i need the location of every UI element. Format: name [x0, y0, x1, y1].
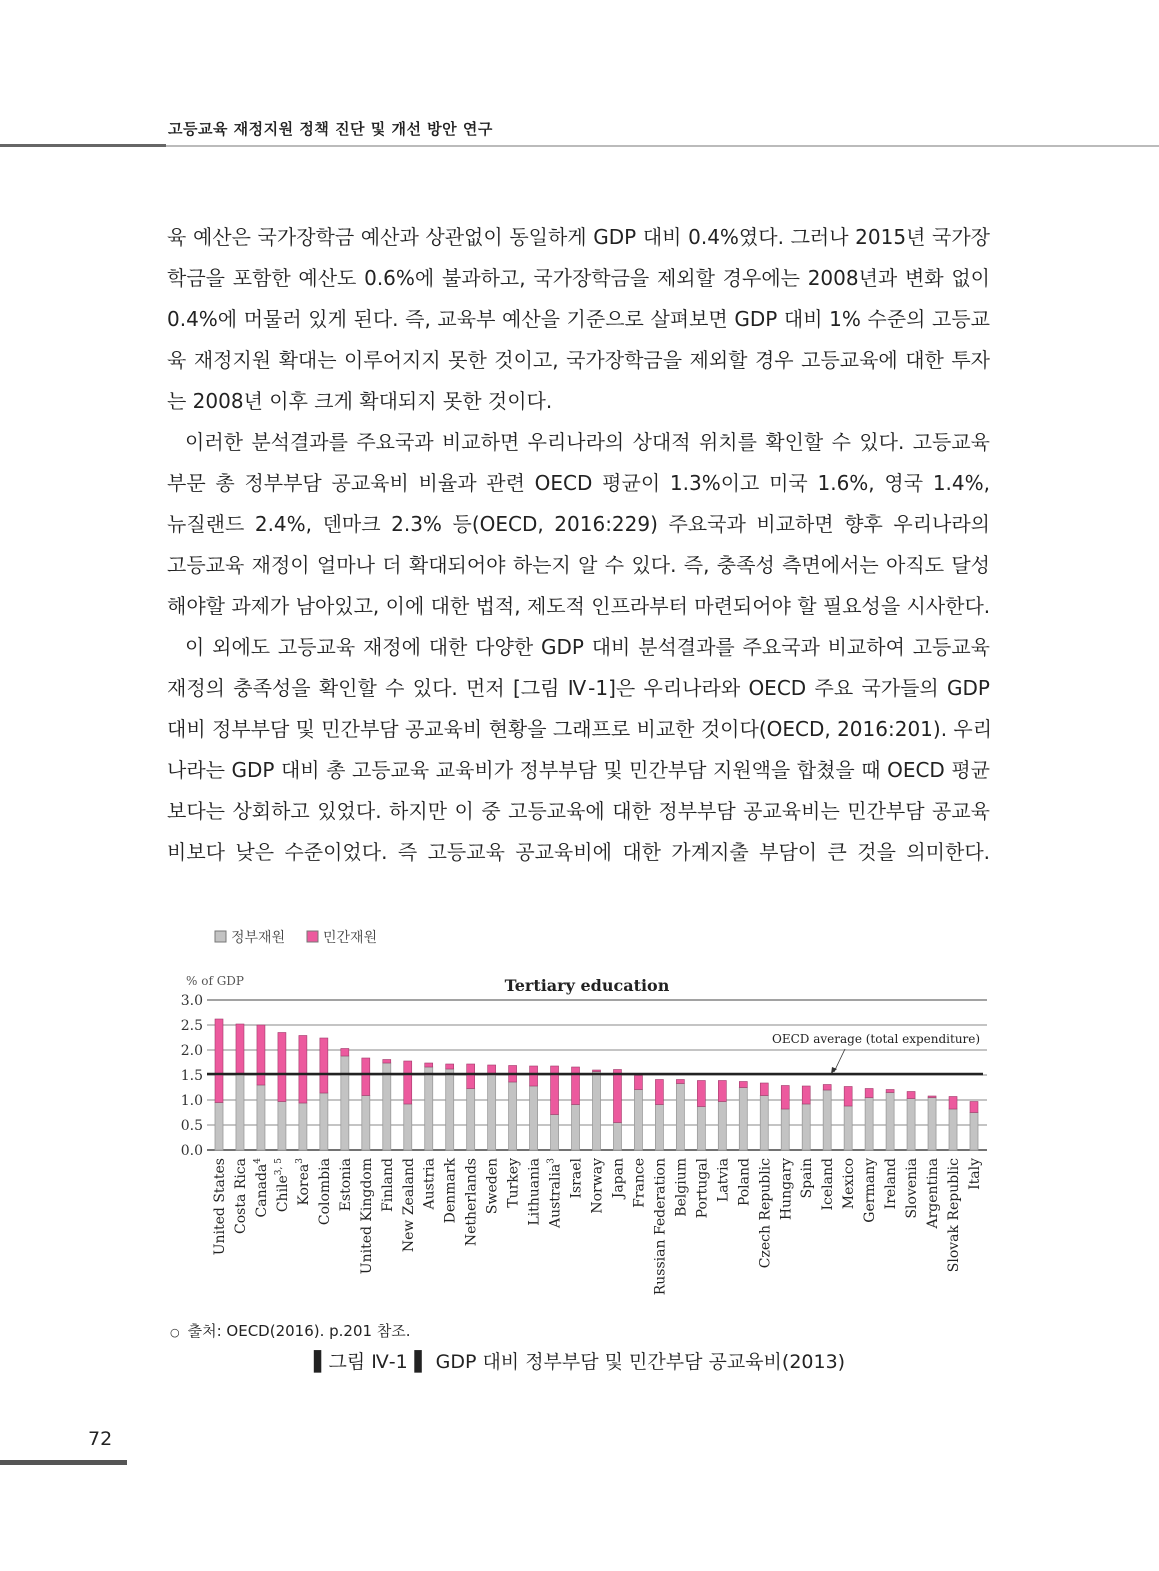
bar-public	[634, 1090, 642, 1151]
bar-public	[383, 1063, 391, 1150]
bar-private	[530, 1066, 538, 1086]
country-name: Slovenia	[904, 1158, 921, 1219]
country-name: Hungary	[778, 1158, 795, 1221]
country-name: Russian Federation	[652, 1158, 669, 1296]
country-name: Austria	[421, 1158, 438, 1210]
x-tick-label	[862, 1158, 878, 1223]
country-name: Australia	[547, 1163, 564, 1229]
bar-public	[488, 1074, 496, 1151]
bar-public	[739, 1088, 747, 1151]
bar-public	[236, 1074, 244, 1150]
x-tick-label	[631, 1158, 647, 1208]
country-name: Spain	[799, 1158, 816, 1199]
country-name: Estonia	[337, 1158, 354, 1212]
bar-public	[781, 1109, 789, 1150]
body-line: 고등교육 재정이 얼마나 더 확대되어야 하는지 알 수 있다. 즉, 충족성 측면에서는 아직도 달성	[167, 553, 990, 577]
bar-private	[928, 1096, 936, 1098]
bar-public	[257, 1085, 265, 1150]
x-tick-label	[694, 1157, 710, 1218]
bar-public	[425, 1067, 433, 1150]
bar-private	[802, 1086, 810, 1104]
bar-public	[802, 1104, 810, 1150]
country-name: Canada	[253, 1163, 270, 1218]
country-name: Ireland	[883, 1158, 900, 1210]
legend-swatch-private	[307, 931, 318, 942]
source-text: 출처: OECD(2016). p.201 참조.	[187, 1322, 411, 1340]
bar-public	[551, 1115, 559, 1151]
country-name: Belgium	[673, 1158, 690, 1217]
x-tick-label	[401, 1158, 417, 1252]
bar-private	[949, 1097, 957, 1110]
bar-public	[509, 1082, 517, 1150]
caption-text: GDP 대비 정부부담 및 민간부담 공교육비(2013)	[435, 1351, 846, 1373]
y-tick-label: 0.0	[180, 1143, 203, 1159]
country-name: Japan	[610, 1158, 627, 1199]
x-tick-label	[820, 1158, 836, 1210]
bar-private	[215, 1019, 223, 1103]
bar-public	[299, 1103, 307, 1150]
country-name: Italy	[967, 1158, 983, 1190]
x-tick-label	[295, 1158, 312, 1206]
legend-swatch-public	[215, 931, 226, 942]
bar-public	[572, 1105, 580, 1151]
bar-private	[404, 1061, 412, 1104]
bar-private	[655, 1080, 663, 1105]
body-line: 이러한 분석결과를 주요국과 비교하면 우리나라의 상대적 위치를 확인할 수 있다. 고등교육	[185, 430, 990, 454]
country-name: Portugal	[694, 1158, 711, 1219]
bar-public	[823, 1090, 831, 1150]
x-tick-label	[506, 1158, 522, 1208]
y-tick-label: 2.5	[180, 1018, 203, 1034]
bar-private	[593, 1070, 601, 1072]
bar-public	[655, 1105, 663, 1151]
bar-private	[823, 1085, 831, 1091]
country-name: Norway	[589, 1158, 606, 1214]
x-tick-label	[422, 1158, 438, 1210]
x-tick-label	[547, 1158, 564, 1229]
body-line: 0.4%에 머물러 있게 된다. 즉, 교육부 예산을 기준으로 살펴보면 GDP 대비 1% 수준의 고등교	[167, 307, 990, 331]
bar-public	[949, 1109, 957, 1150]
bar-private	[362, 1058, 370, 1096]
x-tick-label	[443, 1157, 459, 1223]
bar-public	[970, 1113, 978, 1151]
country-name: Latvia	[715, 1158, 732, 1203]
bar-private	[760, 1083, 768, 1096]
bar-public	[215, 1103, 223, 1151]
figure-source	[170, 1320, 411, 1341]
x-tick-label	[380, 1158, 396, 1212]
country-name: Poland	[736, 1158, 753, 1207]
bar-private	[907, 1092, 915, 1099]
y-axis-label: % of GDP	[186, 974, 244, 988]
bar-private	[425, 1063, 433, 1067]
x-tick-label	[590, 1158, 606, 1214]
bullet-icon: ○	[170, 1326, 180, 1339]
bar-private	[886, 1090, 894, 1093]
body-line: 대비 정부부담 및 민간부담 공교육비 현황을 그래프로 비교한 것이다(OECD, 2016:201). 우리	[167, 717, 993, 741]
body-line: 나라는 GDP 대비 총 고등교육 교육비가 정부부담 및 민간부담 지원액을 합쳤을 때 OECD 평균	[167, 758, 990, 782]
body-line: 비보다 낮은 수준이었다. 즉 고등교육 공교육비에 대한 가계지출 부담이 큰 것을 의미한다.	[167, 840, 990, 864]
bar-public	[676, 1084, 684, 1151]
x-tick-label	[317, 1158, 333, 1225]
body-line: 육 예산은 국가장학금 예산과 상관없이 동일하게 GDP 대비 0.4%였다. 그러나 2015년 국가장	[167, 225, 990, 249]
country-name: Israel	[568, 1158, 585, 1199]
bar-private	[236, 1024, 244, 1074]
legend-label-private: 민간재원	[323, 930, 378, 946]
x-tick-label	[569, 1157, 585, 1198]
bar-public	[362, 1096, 370, 1151]
footnote-marker: 3	[546, 1158, 557, 1164]
figure-caption: ▌그림 Ⅳ-1 ▌ GDP 대비 정부부담 및 민간부담 공교육비(2013)	[313, 1351, 846, 1373]
bar-private	[781, 1086, 789, 1110]
bar-public	[760, 1096, 768, 1151]
country-name: New Zealand	[400, 1158, 417, 1253]
country-name: Czech Republic	[757, 1158, 774, 1269]
bar-public	[278, 1102, 286, 1151]
country-name: United Kingdom	[358, 1158, 375, 1275]
x-tick-label	[233, 1158, 249, 1234]
bar-public	[446, 1069, 454, 1150]
bar-private	[613, 1070, 621, 1123]
bar-public	[530, 1086, 538, 1150]
country-name: Lithuania	[526, 1158, 543, 1226]
country-name: Iceland	[820, 1158, 837, 1211]
x-tick-label	[212, 1158, 228, 1255]
bar-private	[718, 1081, 726, 1102]
x-tick-label	[359, 1158, 375, 1274]
x-tick-label	[925, 1158, 941, 1230]
country-name: Germany	[862, 1158, 879, 1223]
body-line: 학금을 포함한 예산도 0.6%에 불과하고, 국가장학금을 제외할 경우에는 2008년과 변화 없이	[167, 266, 990, 290]
body-line: 뉴질랜드 2.4%, 덴마크 2.3% 등(OECD, 2016:229) 주요국과 비교하면 향후 우리나라의	[167, 512, 990, 536]
x-tick-label	[338, 1158, 354, 1211]
bar-public	[341, 1056, 349, 1150]
country-name: Colombia	[316, 1158, 333, 1226]
footer-rule	[0, 1460, 127, 1465]
bar-public	[886, 1093, 894, 1151]
bar-private	[488, 1065, 496, 1074]
bar-private	[970, 1102, 978, 1113]
bar-private	[739, 1082, 747, 1088]
footnote-marker: 3	[294, 1158, 305, 1164]
x-tick-label	[841, 1158, 857, 1209]
y-tick-label: 0.5	[180, 1118, 203, 1134]
bar-public	[718, 1102, 726, 1151]
bar-private	[341, 1049, 349, 1057]
bar-public	[404, 1104, 412, 1150]
body-line: 부문 총 정부부담 공교육비 비율과 관련 OECD 평균이 1.3%이고 미국 1.6%, 영국 1.4%,	[167, 471, 990, 495]
bar-public	[865, 1098, 873, 1151]
footnote-marker: 3, 5	[273, 1158, 284, 1176]
x-tick-label	[904, 1158, 920, 1219]
country-name: Argentina	[925, 1158, 942, 1229]
x-tick-label	[757, 1158, 773, 1268]
bar-public	[928, 1098, 936, 1151]
bar-private	[865, 1089, 873, 1098]
y-tick-label: 3.0	[180, 993, 203, 1009]
body-line: 는 2008년 이후 크게 확대되지 못한 것이다.	[167, 389, 553, 413]
page-number: 72	[88, 1428, 113, 1450]
bar-public	[320, 1093, 328, 1150]
bar-private	[320, 1038, 328, 1093]
country-name: Finland	[379, 1158, 396, 1213]
country-name: Costa Rica	[232, 1158, 249, 1234]
legend	[215, 929, 377, 946]
body-line: 육 재정지원 확대는 이루어지지 못한 것이고, 국가장학금을 제외할 경우 고등교육에 대한 투자	[167, 348, 990, 372]
x-tick-label	[610, 1158, 626, 1200]
bar-public	[593, 1072, 601, 1151]
x-tick-label	[485, 1158, 501, 1214]
y-tick-label: 1.5	[180, 1068, 203, 1084]
body-line: 보다는 상회하고 있었다. 하지만 이 중 고등교육에 대한 정부부담 공교육비는 민간부담 공교육	[167, 799, 990, 823]
x-tick-label	[464, 1158, 480, 1246]
x-tick-label	[946, 1158, 962, 1272]
x-tick-label	[673, 1158, 689, 1217]
bar-public	[844, 1106, 852, 1150]
bar-private	[278, 1033, 286, 1102]
y-tick-label: 1.0	[180, 1093, 203, 1109]
chart-title: Tertiary education	[504, 976, 670, 995]
bar-public	[467, 1089, 475, 1151]
bar-private	[299, 1036, 307, 1104]
x-tick-label	[274, 1158, 291, 1212]
bar-public	[613, 1123, 621, 1151]
body-line: 재정의 충족성을 확인할 수 있다. 먼저 [그림 Ⅳ-1]은 우리나라와 OECD 주요 국가들의 GDP	[167, 676, 990, 700]
x-tick-label	[967, 1158, 983, 1190]
x-tick-label	[715, 1158, 731, 1202]
country-name: Korea	[295, 1163, 312, 1206]
running-title: 고등교육 재정지원 정책 진단 및 개선 방안 연구	[168, 120, 493, 138]
bar-public	[697, 1107, 705, 1151]
country-name: United States	[212, 1158, 228, 1256]
country-name: Turkey	[505, 1158, 522, 1208]
country-name: Chile	[274, 1175, 291, 1213]
country-name: Mexico	[841, 1158, 858, 1210]
bar-private	[697, 1081, 705, 1107]
country-name: Netherlands	[463, 1158, 480, 1247]
bar-public	[907, 1099, 915, 1151]
bar-private	[467, 1064, 475, 1089]
caption-label: 그림 Ⅳ-1	[328, 1351, 408, 1373]
oecd-average-label: OECD average (total expenditure)	[772, 1032, 981, 1046]
country-name: Denmark	[442, 1158, 459, 1224]
x-tick-label	[799, 1158, 815, 1198]
bar-private	[446, 1064, 454, 1069]
bar-private	[257, 1025, 265, 1085]
body-line: 이 외에도 고등교육 재정에 대한 다양한 GDP 대비 분석결과를 주요국과 비교하여 고등교육	[185, 635, 990, 659]
x-tick-label	[527, 1158, 543, 1226]
legend-label-public: 정부재원	[231, 930, 286, 946]
bar-private	[634, 1076, 642, 1090]
bar-private	[676, 1080, 684, 1084]
body-line: 해야할 과제가 남아있고, 이에 대한 법적, 제도적 인프라부터 마련되어야 할 필요성을 시사한다.	[167, 594, 991, 618]
footnote-marker: 4	[252, 1158, 263, 1164]
country-name: France	[631, 1158, 648, 1208]
y-tick-label: 2.0	[180, 1043, 203, 1059]
bar-private	[572, 1067, 580, 1105]
x-tick-label	[253, 1158, 270, 1218]
x-tick-label	[652, 1158, 668, 1295]
x-tick-label	[778, 1158, 794, 1220]
bar-private	[844, 1087, 852, 1107]
x-tick-label	[883, 1158, 899, 1209]
country-name: Sweden	[484, 1158, 501, 1215]
x-tick-label	[736, 1158, 752, 1206]
country-name: Slovak Republic	[946, 1158, 963, 1273]
bar-private	[383, 1060, 391, 1064]
